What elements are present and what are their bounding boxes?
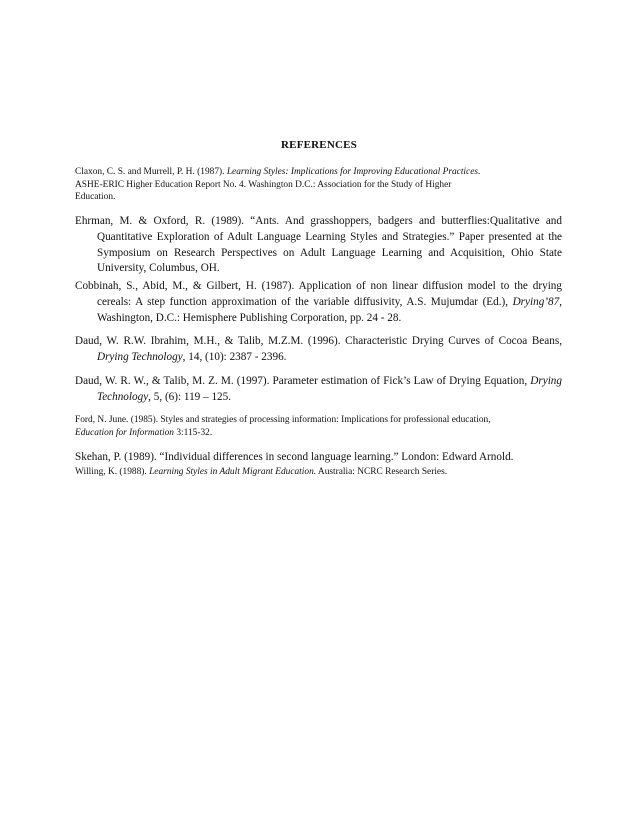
reference-claxon-line-1: Claxon, C. S. and Murrell, P. H. (1987). Learning Styles: Implications for Improving Educational Practices. <box>75 167 481 177</box>
reference-daud-1997-journal: Drying Technology <box>97 375 562 403</box>
reference-ford <box>75 414 562 439</box>
references-heading: REFERENCES <box>281 139 357 151</box>
reference-willing-title: Learning Styles in Adult Migrant Education. <box>149 467 317 477</box>
reference-willing: Willing, K. (1988). Learning Styles in Adult Migrant Education. Australia: NCRC Research Series. <box>75 467 448 477</box>
reference-skehan: Skehan, P. (1989). “Individual differences in second language learning.” London: Edward Arnold. <box>75 451 514 463</box>
reference-claxon-line-2: ASHE-ERIC Higher Education Report No. 4. Washington D.C.: Association for the Study of Higher <box>75 179 452 190</box>
reference-claxon-title: Learning Styles: Implications for Improving Educational Practices <box>226 167 479 177</box>
reference-cobbinah: Cobbinah, S., Abid, M., & Gilbert, H. (1987). Application of non linear diffusion model to the drying cereals: A step function approximation of the variable diffusivity, A.S. Mujumdar (Ed.), Drying’87, Washington, D.C.: Hemisphere Publishing Corporation, pp. 24 - 28. <box>75 280 562 324</box>
reference-claxon <box>75 166 562 204</box>
reference-daud-1996: Daud, W. R.W. Ibrahim, M.H., & Talib, M.Z.M. (1996). Characteristic Drying Curves of Cocoa Beans, Drying Technology, 14, (10): 2387 - 2396. <box>75 335 562 363</box>
reference-cobbinah-title: Drying’87 <box>512 295 560 308</box>
reference-daud-1997: Daud, W. R. W., & Talib, M. Z. M. (1997). Parameter estimation of Fick’s Law of Drying Equation, Drying Technology, 5, (6): 119 – 125. <box>75 375 562 403</box>
reference-ehrman: Ehrman, M. & Oxford, R. (1989). “Ants. And grasshoppers, badgers and butterflies:Qualitative and Quantitative Exploration of Adult Language Learning Styles and Strategies.” Paper presented at the Symposium on Research Perspectives on Adult Language Learning and Acquisition, Ohio State University, Columbus, OH. <box>75 215 562 275</box>
reference-ford-line-2: Education for Information 3:115-32. <box>75 427 213 438</box>
reference-daud-1996-journal: Drying Technology <box>97 350 183 363</box>
reference-ford-line-1: Ford, N. June. (1985). Styles and strategies of processing information: Implications for professional education, <box>75 415 491 425</box>
reference-claxon-line-3: Education. <box>75 192 116 202</box>
reference-ford-journal: Education for Information <box>75 427 174 438</box>
